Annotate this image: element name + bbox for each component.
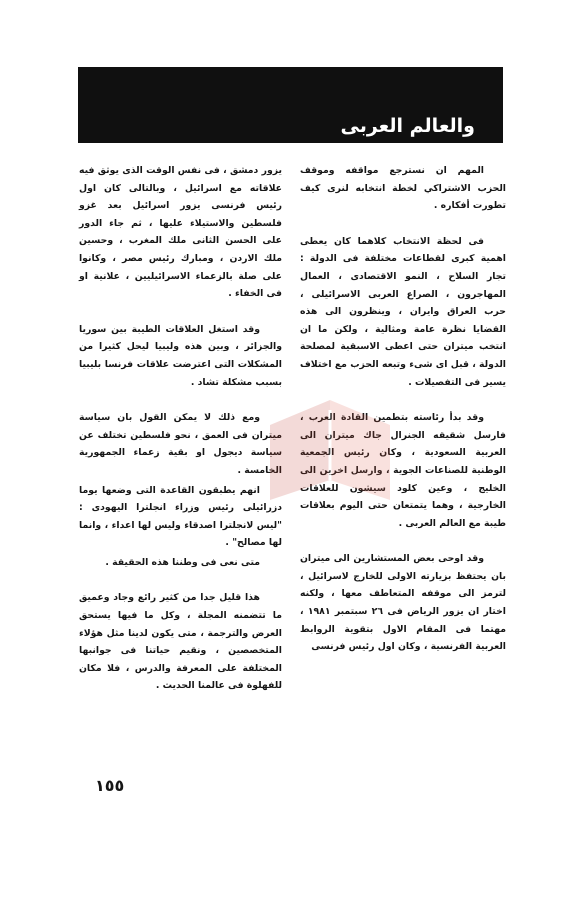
chapter-header-band	[78, 67, 503, 143]
chapter-title: والعالم العربى	[340, 115, 475, 137]
paragraph: يزور دمشق ، فى نفس الوقت الذى يوثق فيه علاقاته مع اسرائيل ، وبالتالى كان اول رئيس فرنسى يزور اسرائيل بعد غزو فلسطين والاستيلاء عليها ، ثم جاء الدور على الحسن الثانى ملك المغرب ، وحسين ملك الاردن ، ومبارك رئيس مصر ، وكانوا على صلة بالزعماء الاسرائيليين ، علانية او فى الخفاء .	[79, 165, 282, 300]
text-column-left	[79, 162, 282, 713]
paragraph: وقد اوحى بعض المستشارين الى ميتران بان يحتفظ بزيارته الاولى للخارج لاسرائيل ، لترمز الى موقفه المتعاطف معها ، ولكنه اختار ان يزور الرياض فى ٢٦ سبتمبر ١٩٨١ ، مهتما فى المقام الاول بتقوية الروابط العربية الفرنسية ، وكان اول رئيس فرنسى	[300, 553, 506, 653]
paragraph: وقد استغل العلاقات الطيبة بين سوريا والجزائر ، وبين هذه وليبيا ليحل كثيرا من المشكلات التى اعترضت علاقات فرنسا بليبيا بسبب مشكلة تشاد .	[79, 323, 282, 388]
text-column-right	[300, 162, 506, 674]
paragraph: ومع ذلك لا يمكن القول بان سياسة ميتران فى العمق ، نحو فلسطين تختلف عن سياسة ديجول او بقية زعماء الجمهورية الخامسة .	[79, 412, 282, 476]
page-number: ١٥٥	[95, 776, 125, 795]
paragraph: انهم يطبقون القاعدة التى وضعها يوما دزرائيلى رئيس وزراء انجلترا اليهودى : "ليس لانجلترا اصدقاء وليس لها اعداء ، وانما لها مصالح" .	[79, 484, 282, 549]
paragraph: متى نعى فى وطننا هذه الحقيقة .	[105, 556, 260, 568]
paragraph: المهم ان نسترجع مواقفه وموقف الحزب الاشتراكي لخطة انتخابه لنرى كيف تطورت أفكاره .	[300, 165, 506, 212]
paragraph: وقد بدأ رئاسته بتطمين القادة العرب ، فارسل شقيقه الجنرال جاك ميتران الى العربية السعودية ، وكان رئيس الجمعية الوطنية للصناعات الجوية ، وارسل اخرين الى الخليج ، وعين كلود سيشون للعلاقات الخارجية ، وهما يتمتعان حتى اليوم بعلاقات طيبة مع العالم العربى .	[300, 412, 506, 529]
paragraph: هذا قليل جدا من كثير رائع وجاد وعميق ما تتضمنه المجلة ، وكل ما فيها يستحق العرض والترجمة ، متى يكون لدينا مثل هؤلاء المتخصصين ، ونقيم حياتنا فى جوانبها المختلفة على المعرفة والدرس ، فلا مكان للفهلوة فى عالمنا الحديث .	[79, 592, 282, 692]
paragraph: فى لحظة الانتخاب كلاهما كان يعطى اهمية كبرى لقطاعات مختلفة فى الدولة : تجار السلاح ، النمو الاقتصادى ، العمال المهاجرون ، الصراع العربى الاسرائيلى ، حرب العراق وايران ، وينظرون الى هذه القضايا نظرة عامة ومثالية ، ولكن ما ان انتخب ميتران حتى اعطى الاسبقية لمصلحة الدولة ، قبل اى شىء وتبعه الحزب مع اختلاف يسير فى التفصيلات .	[300, 235, 506, 388]
